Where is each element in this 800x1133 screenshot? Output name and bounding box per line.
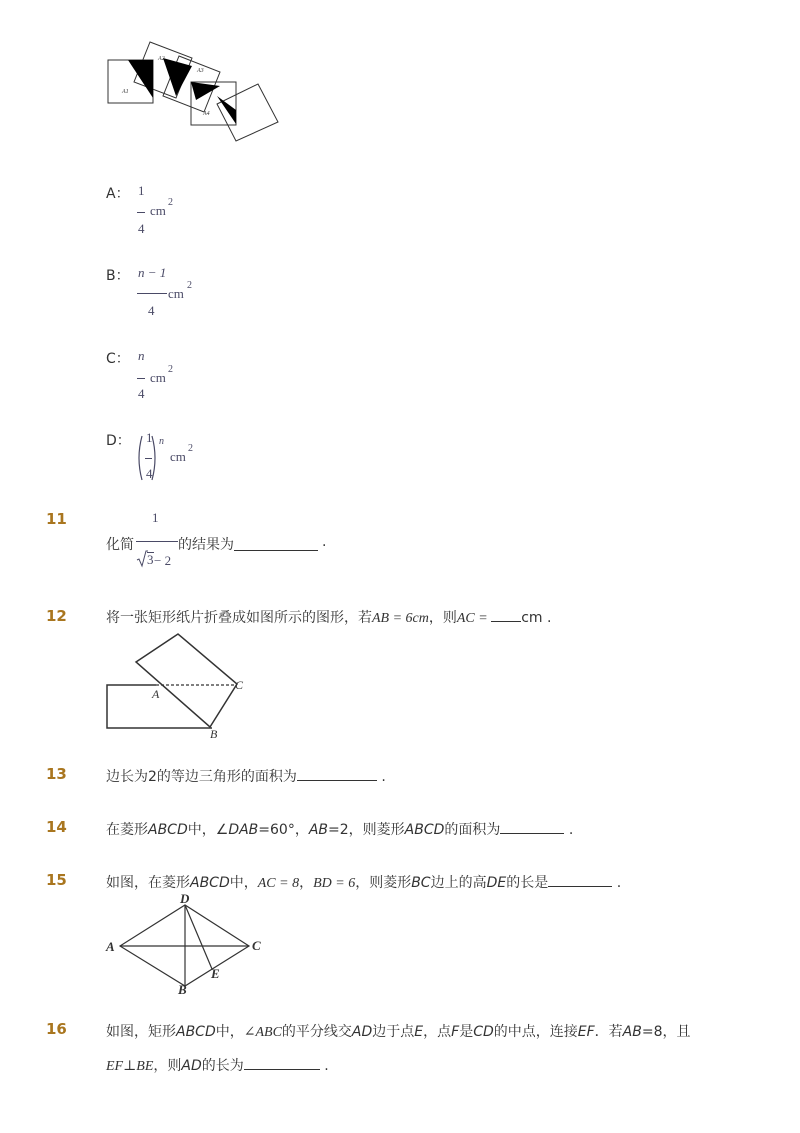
- q16-t11: 的长为: [201, 1058, 244, 1074]
- q16-i3: E: [414, 1024, 424, 1040]
- q15-i3: DE: [486, 875, 507, 891]
- q12-math-ab: AB = 6cm: [372, 611, 429, 626]
- q11-radicand: 3: [147, 552, 154, 567]
- q16-t10: ，则: [153, 1058, 182, 1074]
- q13-number: 13: [46, 765, 67, 783]
- q11-answer-blank[interactable]: [234, 536, 318, 551]
- option-b-denominator: 4: [148, 303, 155, 318]
- q14-t4: =2，则菱形: [328, 822, 405, 838]
- q13-end: .: [381, 769, 386, 785]
- q16-i1: ABCD: [176, 1024, 216, 1040]
- q16-question-line-2: [106, 1055, 329, 1075]
- q15-end: .: [616, 875, 622, 891]
- q11-den-rest: − 2: [154, 553, 172, 568]
- q15-label-a: A: [106, 939, 115, 954]
- q12-text-b: ，则: [428, 610, 457, 626]
- q16-t7: 的中点，连接: [493, 1024, 578, 1040]
- q15-t4: ，则菱形: [355, 875, 412, 891]
- option-b-unit: cm: [168, 286, 184, 301]
- q12-label-a: A: [152, 687, 160, 701]
- q10-square-5: [217, 84, 278, 141]
- q15-question: [106, 872, 621, 892]
- option-a-label: A：: [106, 186, 130, 202]
- q11-frac-bar: [136, 541, 178, 542]
- q12-number: 12: [46, 607, 67, 625]
- q10-option-b[interactable]: [106, 265, 226, 321]
- q10-label-a3: A3: [197, 68, 204, 74]
- q15-i2: BC: [411, 875, 431, 891]
- q16-m1: ∠ABC: [243, 1025, 282, 1040]
- option-b-numerator: n − 1: [138, 265, 167, 280]
- option-c-numerator: n: [138, 348, 145, 363]
- q11-number: 11: [46, 510, 67, 528]
- option-d-unit: cm: [170, 449, 186, 464]
- q14-number: 14: [46, 818, 67, 836]
- option-d-label: D：: [106, 433, 131, 449]
- q15-i1: ABCD: [190, 875, 230, 891]
- q10-triangle-1: [128, 60, 153, 98]
- option-c-label: C：: [106, 351, 130, 367]
- option-a-numerator: 1: [138, 183, 145, 198]
- q13-answer-blank[interactable]: [297, 766, 377, 781]
- q15-t3: ，: [299, 875, 314, 891]
- q15-label-b: B: [178, 982, 187, 997]
- q12-label-b: B: [210, 727, 218, 740]
- q10-option-a[interactable]: [106, 183, 226, 239]
- option-a-unit: cm: [150, 203, 166, 218]
- q10-triangle-3: [191, 82, 220, 100]
- q10-figure: [100, 38, 285, 146]
- q16-i7: AB: [622, 1024, 642, 1040]
- q13-question: [106, 766, 386, 786]
- q11-suffix: 的结果为: [178, 537, 234, 553]
- option-c-unit: cm: [150, 370, 166, 385]
- q12-label-c: C: [235, 678, 244, 692]
- q14-i4: ABCD: [404, 822, 445, 838]
- q16-t8: ．若: [594, 1024, 623, 1040]
- option-d-frac-bar: [145, 458, 152, 459]
- q13-text: 边长为2的等边三角形的面积为: [106, 769, 297, 785]
- option-c-frac-bar: [137, 378, 145, 379]
- option-c-exp: 2: [168, 364, 173, 375]
- q16-t4: 边于点: [372, 1024, 415, 1040]
- q11-frac-numerator: 1: [152, 510, 159, 525]
- q10-option-d[interactable]: [106, 430, 226, 486]
- option-b-exp: 2: [187, 280, 192, 291]
- q10-label-a1: A1: [122, 89, 129, 95]
- q15-answer-blank[interactable]: [548, 872, 612, 887]
- q14-i2: DAB: [228, 822, 259, 838]
- q15-t5: 边上的高: [430, 875, 487, 891]
- q15-t1: 如图，在菱形: [106, 875, 190, 891]
- q12-figure: [100, 628, 260, 740]
- q16-end: .: [324, 1058, 329, 1074]
- option-d-denominator: 4: [146, 466, 153, 481]
- q15-m1: AC = 8: [257, 876, 300, 891]
- q15-label-d: D: [180, 892, 190, 906]
- q16-t6: 是: [459, 1024, 474, 1040]
- option-a-denominator: 4: [138, 221, 145, 236]
- q14-i1: ABCD: [148, 822, 188, 838]
- q10-option-c[interactable]: [106, 348, 226, 404]
- q12-text-c: cm .: [521, 610, 552, 626]
- q16-answer-blank[interactable]: [244, 1055, 320, 1070]
- option-b-frac-bar: [137, 293, 167, 294]
- q14-answer-blank[interactable]: [500, 819, 564, 834]
- option-d-numerator: 1: [146, 430, 153, 445]
- q16-i6: EF: [577, 1024, 595, 1040]
- q10-triangle-2: [163, 58, 192, 96]
- q15-label-c: C: [252, 938, 261, 953]
- q10-label-a4: A4: [203, 111, 210, 117]
- option-a-exp: 2: [168, 197, 173, 208]
- q15-t2: 中，: [229, 875, 258, 891]
- q16-m2: EF⊥BE: [106, 1059, 154, 1074]
- q16-t9: =8，且: [641, 1024, 691, 1040]
- q12-answer-blank[interactable]: [491, 607, 521, 622]
- option-a-frac-bar: [137, 212, 145, 213]
- option-b-label: B：: [106, 268, 130, 284]
- option-c-denominator: 4: [138, 386, 145, 401]
- q16-i8: AD: [181, 1058, 202, 1074]
- q16-t2: 中，: [215, 1024, 244, 1040]
- q14-t3: =60°，: [258, 822, 309, 838]
- q16-question-line-1: [106, 1021, 691, 1041]
- q12-math-ac: AC =: [456, 611, 492, 626]
- q15-number: 15: [46, 871, 67, 889]
- q10-label-a2: A2: [158, 56, 165, 62]
- q14-t1: 在菱形: [106, 822, 148, 838]
- q11-end: .: [322, 534, 327, 550]
- option-d-power: n: [159, 436, 164, 447]
- q16-t5: ，点: [423, 1024, 452, 1040]
- q14-i3: AB: [308, 822, 329, 838]
- q15-figure: [102, 892, 272, 998]
- q14-end: .: [568, 822, 574, 838]
- q14-question: [106, 819, 573, 839]
- q14-t5: 的面积为: [444, 822, 501, 838]
- q16-number: 16: [46, 1020, 67, 1038]
- q11-question: [106, 508, 406, 572]
- q16-i5: CD: [473, 1024, 494, 1040]
- q16-i2: AD: [351, 1024, 373, 1040]
- q16-t1: 如图，矩形: [106, 1024, 176, 1040]
- q15-m2: BD = 6: [313, 876, 356, 891]
- q14-t2: 中，∠: [187, 822, 229, 838]
- q12-text-a: 将一张矩形纸片折叠成如图所示的图形，若: [106, 610, 372, 626]
- q11-prefix: 化简: [106, 537, 134, 553]
- q15-label-e: E: [211, 966, 220, 981]
- q16-i4: F: [451, 1024, 460, 1040]
- option-d-exp: 2: [188, 443, 193, 454]
- q15-t6: 的长是: [506, 875, 549, 891]
- q12-question: [106, 607, 551, 627]
- q16-t3: 的平分线交: [281, 1024, 352, 1040]
